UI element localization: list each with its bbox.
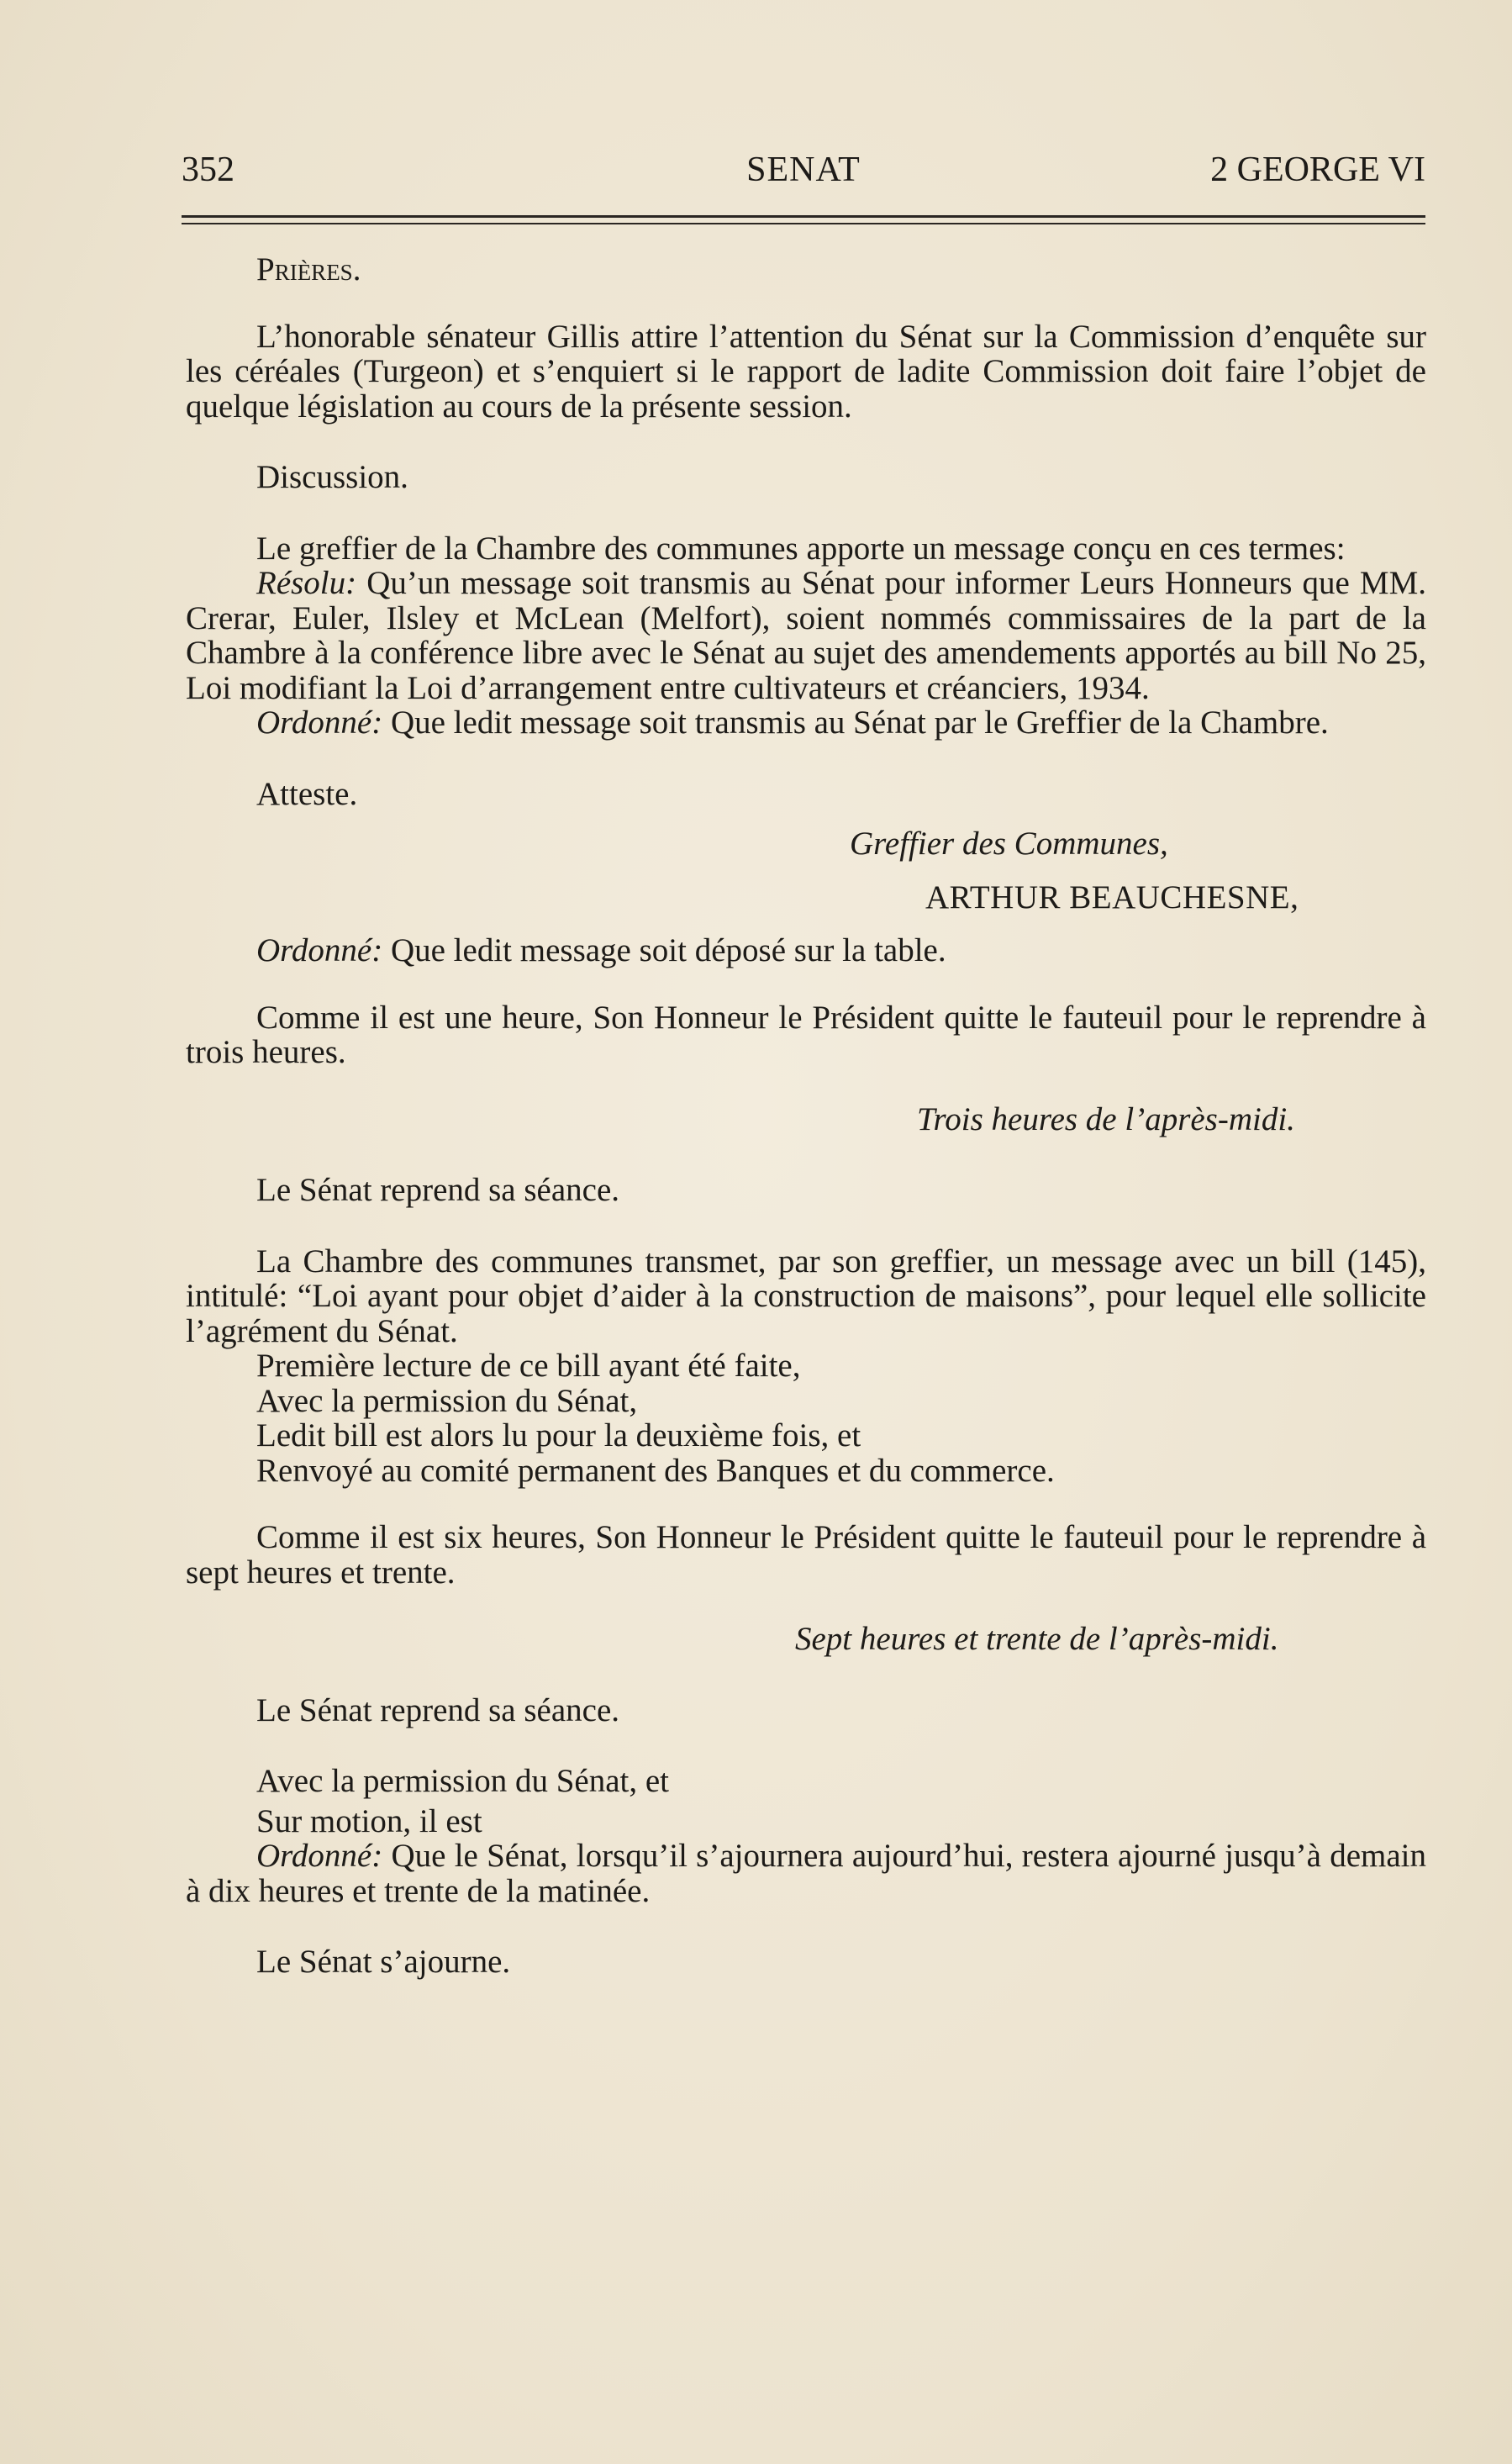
running-title: SENAT — [746, 150, 861, 189]
greffier-communes-line: Greffier des Communes, — [850, 826, 1168, 862]
header-rule-thin — [182, 223, 1425, 224]
ordonne-text-2: Que ledit message soit déposé sur la table. — [390, 932, 946, 968]
ordonne-paragraph-2 — [186, 933, 1426, 968]
prieres-heading: Prières. — [256, 251, 361, 288]
discussion-line: Discussion. — [256, 459, 408, 495]
ordonne-paragraph-3 — [186, 1839, 1426, 1908]
trois-heures-line: Trois heures de l’après-midi. — [917, 1100, 1295, 1137]
permission-line-1: Avec la permission du Sénat, — [256, 1382, 638, 1419]
resolu-label: Résolu: — [256, 565, 357, 601]
six-heures-paragraph: Comme il est six heures, Son Honneur le Président quitte le fauteuil pour le reprendre à sept heures et trente. — [186, 1519, 1426, 1591]
reprend-line-2: Le Sénat reprend sa séance. — [256, 1691, 620, 1728]
atteste-line: Atteste. — [256, 775, 358, 812]
page-number: 352 — [182, 150, 234, 189]
header-rule-thick — [182, 215, 1425, 218]
gillis-paragraph: L’honorable sénateur Gillis attire l’attention du Sénat sur la Commission d’enquête sur les céréales (Turgeon) et s’enquiert si le rapport de ladite Commission doit faire l’objet de quelque législation au cours de la présente session. — [186, 318, 1426, 425]
sur-motion-line: Sur motion, il est — [256, 1802, 482, 1839]
greffier-paragraph: Le greffier de la Chambre des communes apporte un message conçu en ces termes: — [256, 530, 1346, 567]
ordonne-label-1: Ordonné: — [256, 704, 383, 741]
resolu-paragraph — [186, 566, 1426, 705]
ajourne-line: Le Sénat s’ajourne. — [256, 1944, 511, 1980]
ordonne-paragraph-1 — [186, 705, 1426, 741]
ordonne-text-3: Que le Sénat, lorsqu’il s’ajournera aujourd’hui, restera ajourné jusqu’à demain à dix heures et trente de la matinée. — [186, 1838, 1427, 1909]
une-heure-paragraph: Comme il est une heure, Son Honneur le Président quitte le fauteuil pour le reprendre à trois heures. — [186, 999, 1426, 1070]
sept-heures-line: Sept heures et trente de l’après-midi. — [795, 1621, 1279, 1657]
reprend-line-1: Le Sénat reprend sa séance. — [256, 1172, 620, 1208]
deuxieme-lecture-line: Ledit bill est alors lu pour la deuxième fois, et — [256, 1417, 861, 1454]
page-body — [186, 252, 1426, 1980]
ordonne-text-1: Que ledit message soit transmis au Sénat par le Greffier de la Chambre. — [390, 704, 1329, 741]
chambre-paragraph: La Chambre des communes transmet, par son greffier, un message avec un bill (145), intitulé: “Loi ayant pour objet d’aider à la construction de maisons”, pour lequel elle sollicite l’agrément du Sénat. — [186, 1243, 1426, 1349]
running-head-right: 2 GEORGE VI — [1210, 150, 1425, 189]
ordonne-label-2: Ordonné: — [256, 932, 383, 968]
page-header — [182, 150, 1425, 197]
renvoye-line: Renvoyé au comité permanent des Banques et du commerce. — [256, 1452, 1055, 1489]
resolu-text: Qu’un message soit transmis au Sénat pour informer Leurs Honneurs que MM. Crerar, Euler, Ilsley et McLean (Melfort), soient nommés commissaires de la part de la Chambre à la conférence libre avec le Sénat au sujet des amendements apportés au bill No 25, Loi modifiant la Loi d’arrangement entre cultivateurs et créanciers, 1934. — [186, 565, 1427, 706]
ordonne-label-3: Ordonné: — [256, 1838, 383, 1874]
permission-line-2: Avec la permission du Sénat, et — [256, 1763, 669, 1799]
signature-line: ARTHUR BEAUCHESNE, — [925, 878, 1299, 915]
premiere-lecture-line: Première lecture de ce bill ayant été faite, — [256, 1348, 801, 1384]
